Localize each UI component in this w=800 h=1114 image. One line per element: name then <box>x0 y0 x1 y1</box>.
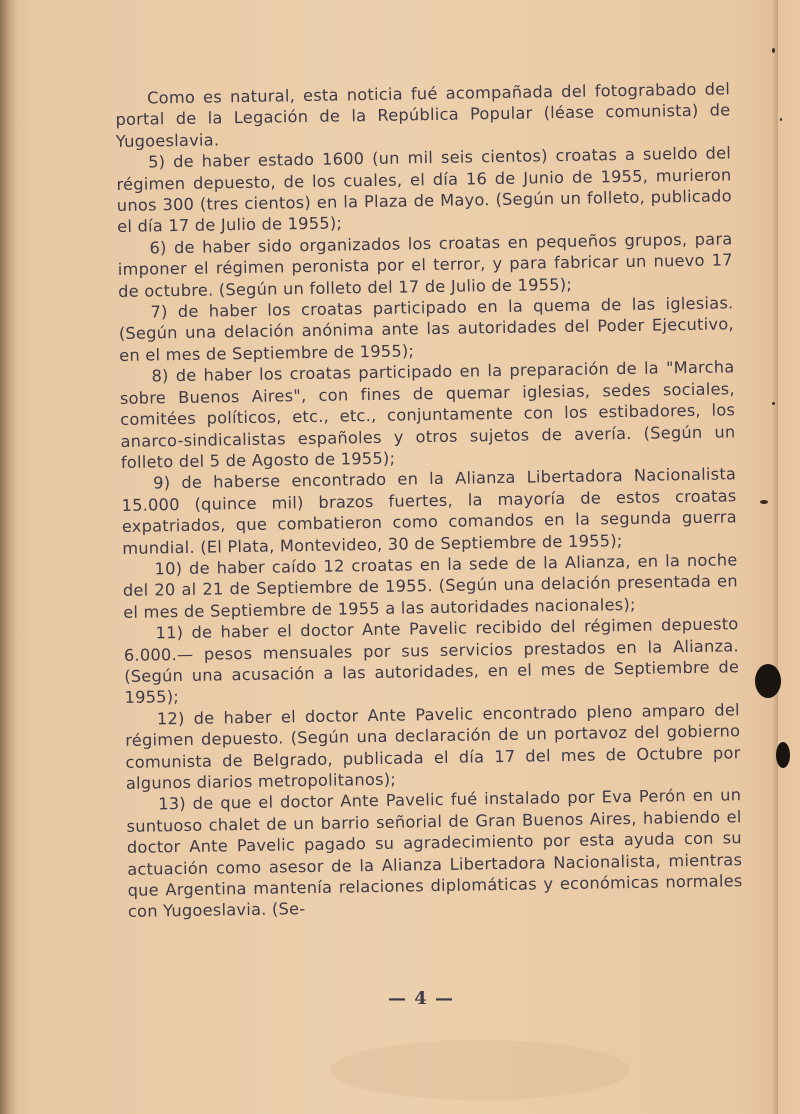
page-binding-edge <box>0 0 18 1114</box>
ink-speck <box>760 500 768 504</box>
punch-hole-lower <box>776 742 790 768</box>
paragraph-item-5: 5) de haber estado 1600 (un mil seis cientos) croatas a sueldo del régimen depuesto, de los cuales, el día 16 de Junio de 1955, murieron unos 300 (tres cientos) en la Plaza de Mayo. (Según un folleto, publicado el día 17 de Julio de 1955); <box>116 143 732 237</box>
paper-stain <box>330 1040 630 1100</box>
paragraph-item-11: 11) de haber el doctor Ante Pavelic recibido del régimen depuesto 6.000.— pesos mensuales por sus servicios prestados en la Alianza. (Según una acusación a las autoridades, en el mes de Septiembre de 1955); <box>123 614 740 708</box>
ink-speck <box>780 118 782 121</box>
page-number: — 4 — <box>388 988 455 1009</box>
paragraph-item-13: 13) de que el doctor Ante Pavelic fué instalado por Eva Perón en un suntuoso chalet de un barrio señorial de Gran Buenos Aires, habiendo el doctor Ante Pavelic pagado su agradecimiento por esta ayuda con su actuación como asesor de la Alianza Libertadora Nacionalista, mientras que Argentina mantenía relaciones diplomáticas y económicas normales con Yugoeslavia. (Se- <box>126 785 743 922</box>
ink-speck <box>772 402 775 405</box>
paragraph-item-8: 8) de haber los croatas participado en la preparación de la "Marcha sobre Buenos Aires", con fines de quemar iglesias, sedes sociales, comitées políticos, etc., etc., conjuntamente con los estibadores, los anarco-sindicalistas españoles y otros sujetos de avería. (Según un folleto del 5 de Agosto de 1955); <box>119 357 736 472</box>
body-text <box>115 78 743 922</box>
ink-speck <box>772 48 775 53</box>
paragraph-item-10: 10) de haber caído 12 croatas en la sede de la Alianza, en la noche del 20 al 21 de Septiembre de 1955. (Según una delación presentada en el mes de Septiembre de 1955 a las autoridades nacionales); <box>122 550 738 622</box>
page-right-margin <box>778 0 800 1114</box>
paragraph-item-9: 9) de haberse encontrado en la Alianza Libertadora Nacionalista 15.000 (quince mil) brazos fuertes, la mayoría de estos croatas expatriados, que combatieron como comandos en la segunda guerra mundial. (El Plata, Montevideo, 30 de Septiembre de 1955); <box>121 464 737 558</box>
paragraph-item-7: 7) de haber los croatas participado en la quema de las iglesias. (Según una delación anónima ante las autoridades del Poder Ejecutivo, en el mes de Septiembre de 1955); <box>118 293 734 365</box>
punch-hole-upper <box>755 664 781 698</box>
paragraph-item-6: 6) de haber sido organizados los croatas en pequeños grupos, para imponer el régimen peronista por el terror, y para fabricar un nuevo 17 de octubre. (Según un folleto del 17 de Julio de 1955); <box>117 229 733 301</box>
paragraph-intro: Como es natural, esta noticia fué acompañada del fotograbado del portal de la Legación de la República Popular (léase comunista) de Yugoeslavia. <box>115 79 731 151</box>
paragraph-item-12: 12) de haber el doctor Ante Pavelic encontrado pleno amparo del régimen depuesto. (Según una declaración de un portavoz del gobierno comunista de Belgrado, publicada el día 17 del mes de Octubre por algunos diarios metropolitanos); <box>125 700 741 793</box>
